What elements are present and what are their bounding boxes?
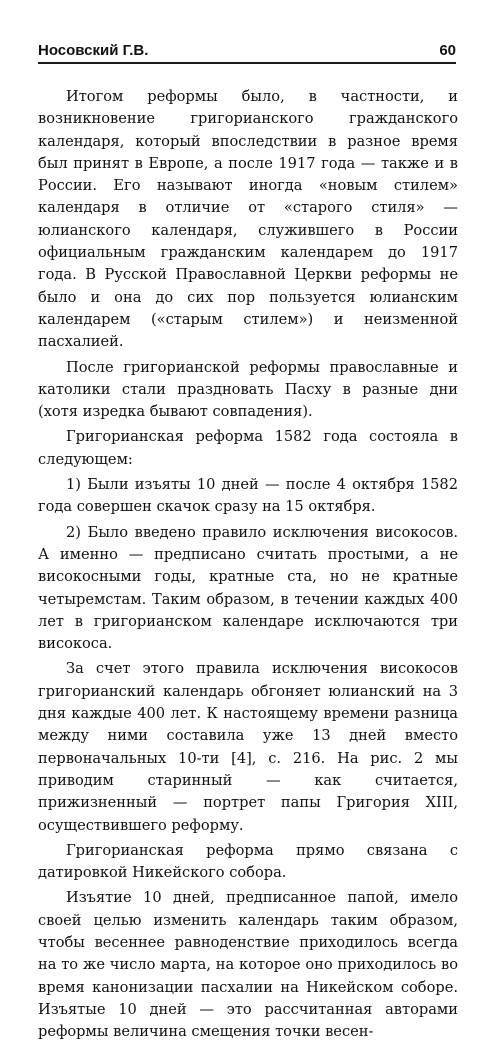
paragraph: Изъятие 10 дней, предписанное папой, имело своей целью изменить календарь таким образом, чтобы весеннее равноденствие приходилось всегда на то же число марта, на которое оно приходилось во время канонизации пасхалии на Никейском соборе. Изъятые 10 дней — это рассчитанная авторами реформы величина смещения точки весен- (38, 889, 458, 1041)
paragraph: Григорианская реформа 1582 года состояла в следующем: (38, 428, 458, 468)
paragraph: Итогом реформы было, в частности, и возникновение григорианского гражданского календаря, который впоследствии в разное время был принят в Европе, а после 1917 года — также и в России. Его называют иногда «новым стилем» календаря в отличие от «старого стиля» — юлианского календаря, служившего в России официальным гражданским календарем до 1917 года. В Русской Православной Церкви реформы не было и она до сих пор пользуется юлианским календарем («старым стилем») и неизменной пасхалией. (38, 88, 458, 351)
body-text (38, 86, 458, 1043)
running-head (38, 38, 456, 64)
paragraph: После григорианской реформы православные и католики стали праздновать Пасху в разные дни (хотя изредка бывают совпадения). (38, 358, 458, 421)
paragraph: Григорианская реформа прямо связана с датировкой Никейского собора. (38, 841, 458, 882)
paragraph: 1) Были изъяты 10 дней — после 4 октября 1582 года совершен скачок сразу на 15 октября. (38, 476, 458, 516)
page-number: 60 (439, 42, 456, 59)
author-name: Носовский Г.В. (38, 42, 149, 59)
paragraph: 2) Было введено правило исключения високосов. А именно — предписано считать простыми, а не високосными годы, кратные ста, но не кратные четыремстам. Таким образом, в течении каждых 400 лет в григорианском календаре исключаются три високоса. (38, 523, 458, 653)
paragraph: За счет этого правила исключения високосов григорианский календарь обгоняет юлианский на 3 дня каждые 400 лет. К настоящему времени разница между ними составила уже 13 дней вместо первоначальных 10-ти [4], с. 216. На рис. 2 мы приводим старинный — как считается, прижизненный — портрет папы Григория XIII, осуществившего реформу. (38, 660, 458, 834)
